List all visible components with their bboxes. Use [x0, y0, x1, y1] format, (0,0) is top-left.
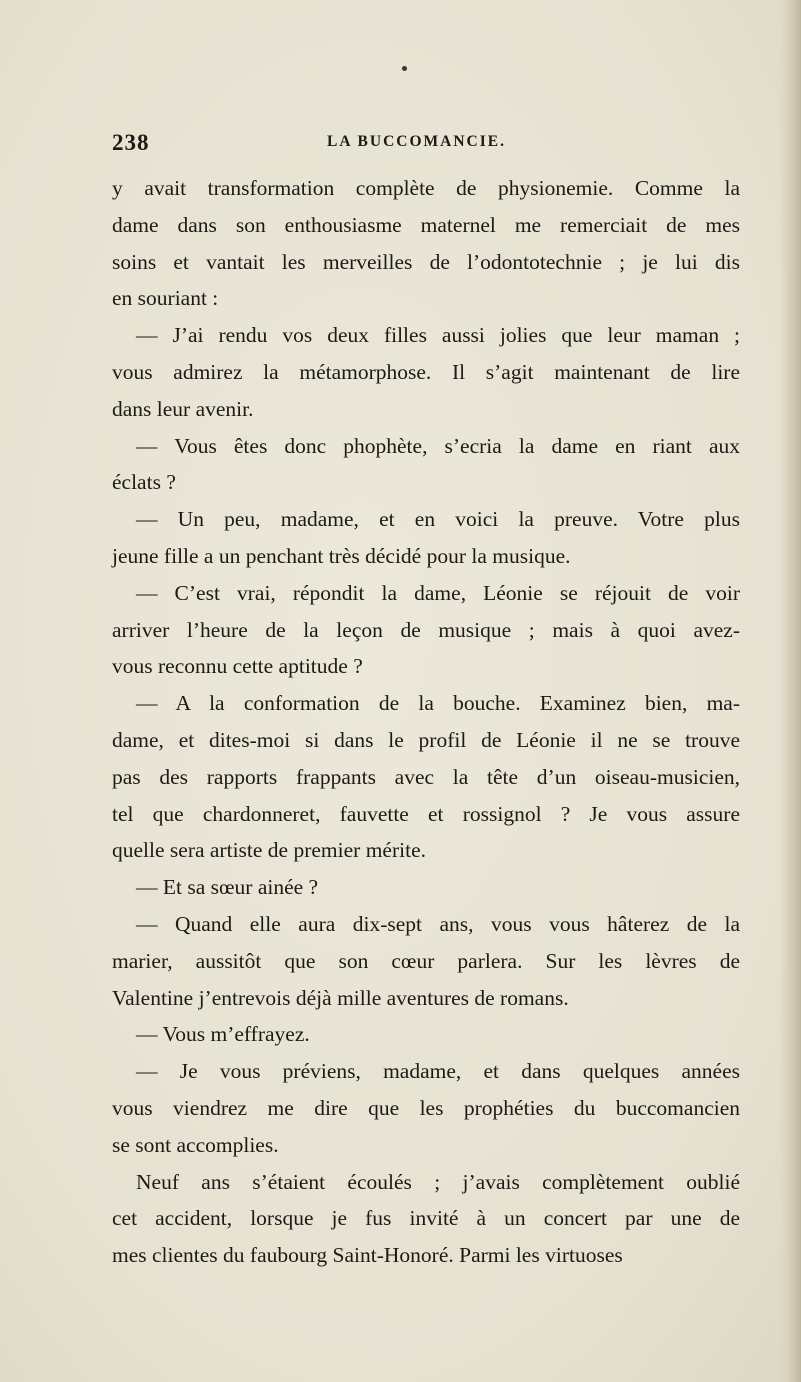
text-line: vous reconnu cette aptitude ?: [112, 654, 363, 679]
text-line: pas des rapports frappants avec la tête d’un oiseau-musicien,: [112, 764, 740, 789]
text-line: vous admirez la métamorphose. Il s’agit maintenant de lire: [112, 359, 740, 384]
text-line: vous viendrez me dire que les prophéties du buccomancien: [112, 1095, 740, 1120]
text-line: éclats ?: [112, 470, 176, 495]
text-line: soins et vantait les merveilles de l’odontotechnie ; je lui dis: [112, 249, 740, 274]
text-line: — Quand elle aura dix-sept ans, vous vous hâterez de la: [136, 911, 740, 936]
page-edge-shadow: [779, 0, 801, 1382]
text-line: en souriant :: [112, 286, 219, 311]
running-head: LA BUCCOMANCIE.: [327, 133, 506, 150]
text-line: — Vous m’effrayez.: [136, 1022, 310, 1047]
text-line: — J’ai rendu vos deux filles aussi jolies que leur maman ;: [136, 323, 740, 348]
text-line: — Vous êtes donc phophète, s’ecria la dame en riant aux: [136, 433, 740, 458]
text-line: — Un peu, madame, et en voici la preuve. Votre plus: [136, 507, 740, 532]
text-line: Valentine j’entrevois déjà mille aventures de romans.: [112, 985, 569, 1010]
text-line: y avait transformation complète de physionemie. Comme la: [112, 176, 740, 200]
text-line: — C’est vrai, répondit la dame, Léonie se réjouit de voir: [136, 580, 740, 605]
paragraph: [112, 428, 740, 502]
paragraph: [112, 685, 740, 869]
paragraph: [112, 170, 740, 317]
text-line: se sont accomplies.: [112, 1132, 279, 1157]
body-text: [112, 170, 740, 1274]
text-line: arriver l’heure de la leçon de musique ; mais à quoi avez-: [112, 617, 740, 642]
page-number: 238: [112, 130, 150, 155]
text-line: — Je vous préviens, madame, et dans quelques années: [136, 1059, 740, 1084]
ink-speck: [402, 66, 407, 71]
page-header: [112, 130, 732, 160]
text-line: dans leur avenir.: [112, 396, 254, 421]
paragraph: [112, 575, 740, 685]
paragraph: [112, 1053, 740, 1163]
text-line: Neuf ans s’étaient écoulés ; j’avais complètement oublié: [136, 1169, 740, 1194]
text-line: tel que chardonneret, fauvette et rossignol ? Je vous assure: [112, 801, 740, 826]
text-line: dame, et dites-moi si dans le profil de Léonie il ne se trouve: [112, 727, 740, 752]
paragraph: [112, 1164, 740, 1274]
text-line: — A la conformation de la bouche. Examinez bien, ma-: [136, 691, 740, 716]
paragraph: [112, 906, 740, 1016]
text-line: dame dans son enthousiasme maternel me remerciait de mes: [112, 212, 740, 237]
text-line: marier, aussitôt que son cœur parlera. Sur les lèvres de: [112, 948, 740, 973]
paragraph: [112, 1016, 740, 1053]
paragraph: [112, 501, 740, 575]
text-line: quelle sera artiste de premier mérite.: [112, 838, 426, 863]
text-line: jeune fille a un penchant très décidé pour la musique.: [112, 543, 571, 568]
text-line: — Et sa sœur ainée ?: [136, 875, 319, 900]
paragraph: [112, 317, 740, 427]
paragraph: [112, 869, 740, 906]
text-line: cet accident, lorsque je fus invité à un concert par une de: [112, 1206, 740, 1231]
text-line: mes clientes du faubourg Saint-Honoré. Parmi les virtuoses: [112, 1243, 623, 1268]
